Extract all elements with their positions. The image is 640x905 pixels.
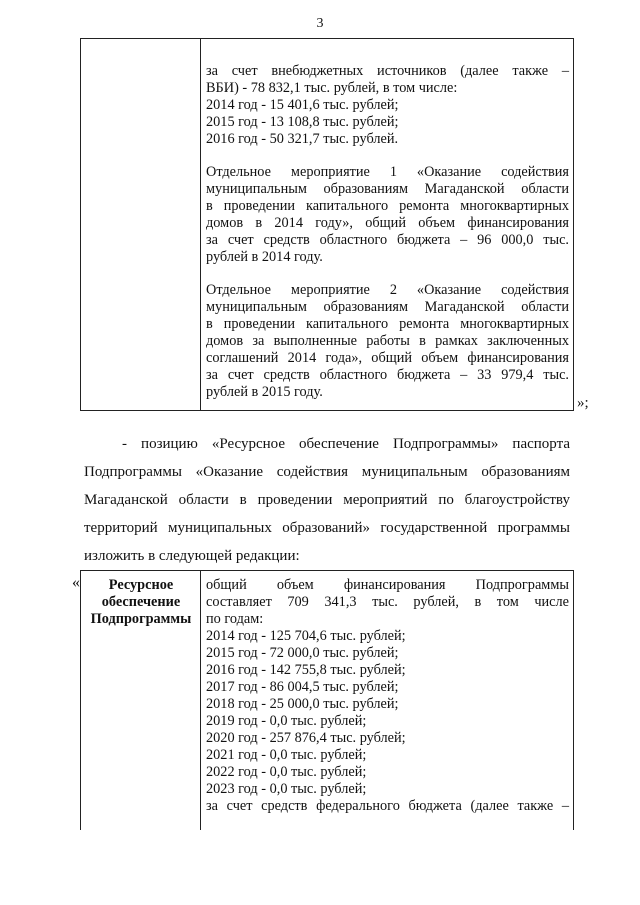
- text-line: ВБИ) - 78 832,1 тыс. рублей, в том числе:: [206, 80, 458, 96]
- table-label-cell: [81, 571, 201, 830]
- text-line: составляет 709 341,3 тыс. рублей, в том числе: [206, 594, 569, 610]
- table-content-cell: [206, 577, 569, 815]
- text-line: 2020 год - 257 876,4 тыс. рублей;: [206, 730, 406, 746]
- text-line: домов в 2014 году», общий объем финансирования: [206, 215, 569, 231]
- text-line: 2016 год - 142 755,8 тыс. рублей;: [206, 662, 406, 678]
- text-line: за счет средств федерального бюджета (далее также –: [206, 798, 569, 814]
- text-line: Отдельное мероприятие 1 «Оказание содействия: [206, 164, 569, 180]
- paragraph-line: изложить в следующей редакции:: [84, 548, 300, 564]
- paragraph-line: - позицию «Ресурсное обеспечение Подпрограммы» паспорта: [122, 436, 570, 452]
- text-line: муниципальным образованиям Магаданской области: [206, 181, 569, 197]
- text-line: 2016 год - 50 321,7 тыс. рублей.: [206, 131, 399, 147]
- text-line: 2022 год - 0,0 тыс. рублей;: [206, 764, 367, 780]
- amendment-paragraph: [84, 430, 570, 570]
- text-line: 2014 год - 125 704,6 тыс. рублей;: [206, 628, 406, 644]
- paragraph-line: Подпрограммы «Оказание содействия муниципальным образованиям: [84, 464, 570, 480]
- funding-table-continuation: [80, 38, 574, 411]
- row-heading: [81, 577, 201, 628]
- table-content-cell: [206, 63, 569, 417]
- extrabudgetary-funding-block: [206, 63, 569, 148]
- closing-quote-mark: »;: [577, 395, 589, 411]
- table-label-cell-empty: [81, 39, 201, 410]
- text-line: в проведении капитального ремонта многоквартирных: [206, 198, 569, 214]
- text-line: 2015 год - 13 108,8 тыс. рублей;: [206, 114, 399, 130]
- text-line: Отдельное мероприятие 2 «Оказание содействия: [206, 282, 569, 298]
- text-line: 2021 год - 0,0 тыс. рублей;: [206, 747, 367, 763]
- separate-measure-1-block: [206, 164, 569, 266]
- paragraph-line: территорий муниципальных образований» государственной программы: [84, 520, 570, 536]
- text-line: по годам:: [206, 611, 264, 627]
- text-line: рублей в 2014 году.: [206, 249, 323, 265]
- heading-line: Подпрограммы: [90, 611, 192, 627]
- heading-line: Ресурсное: [108, 577, 174, 593]
- text-line: 2019 год - 0,0 тыс. рублей;: [206, 713, 367, 729]
- heading-line: обеспечение: [101, 594, 181, 610]
- text-line: 2015 год - 72 000,0 тыс. рублей;: [206, 645, 399, 661]
- text-line: 2014 год - 15 401,6 тыс. рублей;: [206, 97, 399, 113]
- text-line: муниципальным образованиям Магаданской области: [206, 299, 569, 315]
- text-line: в проведении капитального ремонта многоквартирных: [206, 316, 569, 332]
- resource-provision-table: [80, 570, 574, 830]
- text-line: 2017 год - 86 004,5 тыс. рублей;: [206, 679, 399, 695]
- text-line: 2023 год - 0,0 тыс. рублей;: [206, 781, 367, 797]
- text-line: за счет средств областного бюджета – 33 979,4 тыс.: [206, 367, 569, 383]
- paragraph-line: Магаданской области в проведении мероприятий по благоустройству: [84, 492, 570, 508]
- text-line: за счет внебюджетных источников (далее также –: [206, 63, 569, 79]
- text-line: 2018 год - 25 000,0 тыс. рублей;: [206, 696, 399, 712]
- text-line: за счет средств областного бюджета – 96 000,0 тыс.: [206, 232, 569, 248]
- text-line: соглашений 2014 года», общий объем финансирования: [206, 350, 569, 366]
- separate-measure-2-block: [206, 282, 569, 401]
- text-line: рублей в 2015 году.: [206, 384, 323, 400]
- opening-quote-mark: «: [72, 574, 80, 591]
- text-line: общий объем финансирования Подпрограммы: [206, 577, 569, 593]
- text-line: домов за выполненные работы в рамках заключенных: [206, 333, 569, 349]
- page-number: 3: [316, 16, 324, 31]
